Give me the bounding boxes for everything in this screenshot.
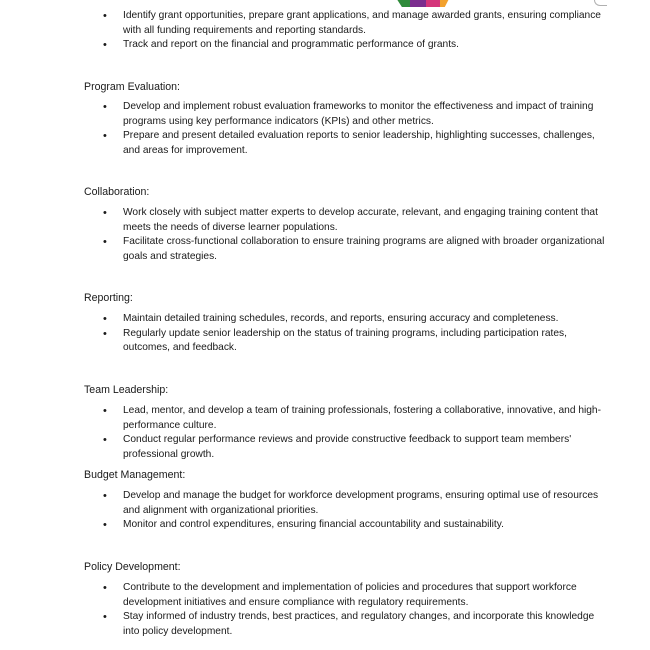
list-item: • Track and report on the financial and programmatic performance of grants. xyxy=(0,38,650,53)
list-item: • Facilitate cross-functional collaboration to ensure training programs are aligned with broader organizational goals and strategies. xyxy=(0,235,650,264)
program-evaluation-list xyxy=(0,100,650,158)
list-item: • Develop and manage the budget for workforce development programs, ensuring optimal use of resources and alignment with organizational priorities. xyxy=(0,489,650,518)
collaboration-list xyxy=(0,206,650,264)
section-heading-budget-management: Budget Management: xyxy=(84,469,186,481)
reporting-list xyxy=(0,312,650,356)
logo-segment-orange xyxy=(440,0,452,7)
logo-segment-pink xyxy=(426,0,440,7)
section-heading-policy-development: Policy Development: xyxy=(84,561,181,573)
list-item: • Work closely with subject matter experts to develop accurate, relevant, and engaging training content that meets the needs of diverse learner populations. xyxy=(0,206,650,235)
list-item: • Identify grant opportunities, prepare grant applications, and manage awarded grants, ensuring compliance with all funding requirements and reporting standards. xyxy=(0,9,650,38)
section-heading-program-evaluation: Program Evaluation: xyxy=(84,81,180,93)
logo-segment-green xyxy=(392,0,410,7)
logo-fragment xyxy=(392,0,454,8)
section-heading-reporting: Reporting: xyxy=(84,292,133,304)
list-item: • Regularly update senior leadership on the status of training programs, including participation rates, outcomes, and feedback. xyxy=(0,327,650,356)
budget-management-list xyxy=(0,489,650,533)
grant-management-list xyxy=(0,9,650,53)
list-item: • Develop and implement robust evaluation frameworks to monitor the effectiveness and impact of training programs using key performance indicators (KPIs) and other metrics. xyxy=(0,100,650,129)
section-heading-team-leadership: Team Leadership: xyxy=(84,384,169,396)
list-item: • Prepare and present detailed evaluation reports to senior leadership, highlighting successes, challenges, and areas for improvement. xyxy=(0,129,650,158)
section-heading-collaboration: Collaboration: xyxy=(84,186,150,198)
list-item: • Conduct regular performance reviews and provide constructive feedback to support team members' professional growth. xyxy=(0,433,650,462)
corner-mark xyxy=(594,0,607,6)
logo-segment-purple xyxy=(410,0,426,7)
team-leadership-list xyxy=(0,404,650,462)
list-item: • Contribute to the development and implementation of policies and procedures that support workforce development initiatives and ensure compliance with regulatory requirements. xyxy=(0,581,650,610)
list-item: • Monitor and control expenditures, ensuring financial accountability and sustainability. xyxy=(0,518,650,533)
policy-development-list xyxy=(0,581,650,639)
list-item: • Stay informed of industry trends, best practices, and regulatory changes, and incorporate this knowledge into policy development. xyxy=(0,610,650,639)
list-item: • Maintain detailed training schedules, records, and reports, ensuring accuracy and completeness. xyxy=(0,312,650,327)
list-item: • Lead, mentor, and develop a team of training professionals, fostering a collaborative, innovative, and high-performance culture. xyxy=(0,404,650,433)
